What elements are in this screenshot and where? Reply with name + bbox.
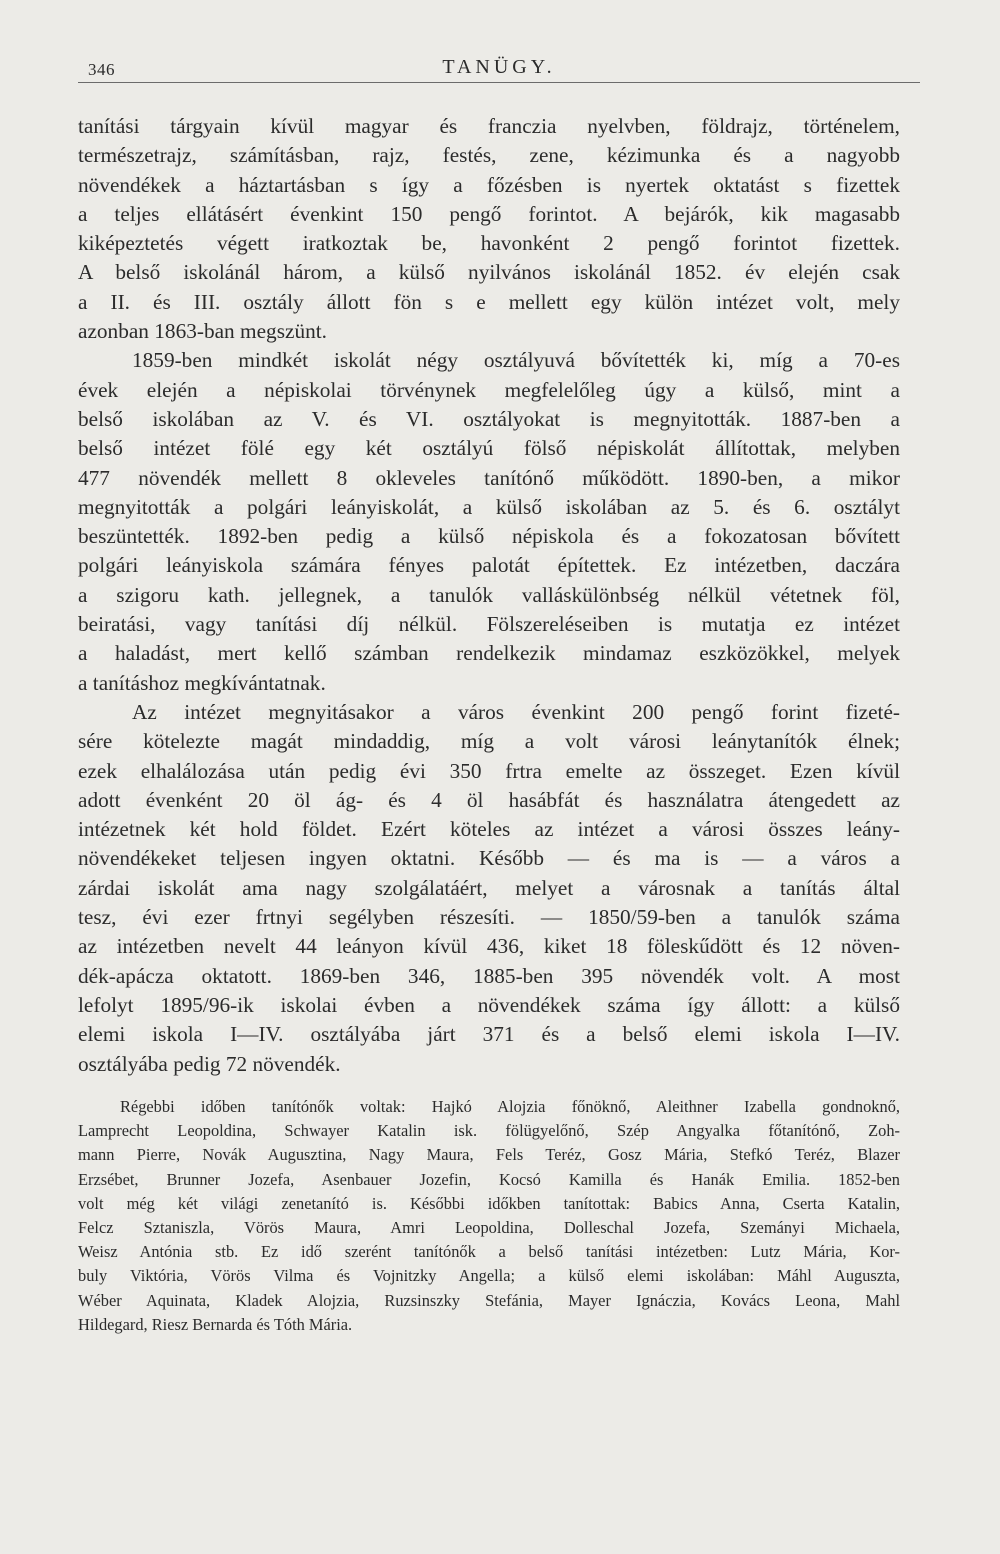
text-line: a szigoru kath. jellegnek, a tanulók valláskülönbség nélkül vétetnek föl,	[78, 582, 900, 607]
text-line: tanítási tárgyain kívül magyar és franczia nyelvben, földrajz, történelem,	[78, 114, 900, 138]
text-line: polgári leányiskola számára fényes palotát építettek. Ez intézetben, daczára	[78, 553, 900, 578]
text-line: 1859-ben mindkét iskolát négy osztályuvá bővítették ki, míg a 70-es	[132, 348, 900, 373]
note-line: buly Viktória, Vörös Vilma és Vojnitzky Angella; a külső elemi iskolában: Máhl Auguszta,	[78, 1266, 900, 1286]
page-header	[78, 56, 920, 83]
note-line: Régebbi időben tanítónők voltak: Hajkó Alojzia főnöknő, Aleithner Izabella gondnoknő,	[120, 1097, 900, 1116]
note-line: Felcz Sztaniszla, Vörös Maura, Amri Leopoldina, Dolleschal Jozefa, Szemányi Michaela,	[78, 1218, 900, 1238]
note-line: Hildegard, Riesz Bernarda és Tóth Mária.	[78, 1314, 353, 1334]
note-line: mann Pierre, Novák Augusztina, Nagy Maura, Fels Teréz, Gosz Mária, Stefkó Teréz, Blazer	[78, 1145, 900, 1165]
text-line: a tanításhoz megkívántatnak.	[78, 670, 326, 695]
text-line: évek elején a népiskolai törvénynek megfelelőleg úgy a külső, mint a	[78, 377, 900, 402]
text-line: 477 növendék mellett 8 okleveles tanítónő működött. 1890-ben, a mikor	[78, 465, 900, 490]
text-line: A belső iskolánál három, a külső nyilvános iskolánál 1852. év elején csak	[78, 260, 900, 285]
text-line: tesz, évi ezer frtnyi segélyben részesíti. — 1850/59-ben a tanulók száma	[78, 905, 900, 930]
text-line: sére kötelezte magát mindaddig, míg a volt városi leánytanítók élnek;	[78, 729, 900, 754]
text-line: kiképeztetés végett iratkoztak be, havonként 2 pengő forintot fizettek.	[78, 231, 900, 256]
text-line: ezek elhalálozása után pedig évi 350 frtra emelte az összeget. Ezen kívül	[78, 758, 900, 783]
text-line: zárdai iskolát ama nagy szolgálatáért, melyet a városnak a tanítás által	[78, 875, 900, 900]
text-line: a teljes ellátásért évenkint 150 pengő forintot. A bejárók, kik magasabb	[78, 201, 900, 226]
text-line: beiratási, vagy tanítási díj nélkül. Fölszereléseiben is mutatja ez intézet	[78, 612, 900, 637]
text-line: lefolyt 1895/96-ik iskolai évben a növendékek száma így állott: a külső	[78, 992, 900, 1017]
text-line: elemi iskola I—IV. osztályába járt 371 és a belső elemi iskola I—IV.	[78, 1022, 900, 1047]
footnote-block	[78, 1095, 900, 1337]
paragraph-3	[78, 698, 900, 1079]
text-line: dék-apácza oktatott. 1869-ben 346, 1885-ben 395 növendék volt. A most	[78, 963, 900, 988]
paragraph-1	[78, 112, 900, 346]
text-line: a haladást, mert kellő számban rendelkezik mindamaz eszközökkel, melyek	[78, 641, 900, 666]
main-text	[78, 112, 900, 1079]
text-line: osztályába pedig 72 növendék.	[78, 1051, 341, 1076]
running-head: TANÜGY.	[442, 56, 556, 78]
text-line: az intézetben nevelt 44 leányon kívül 436, kiket 18 föleskűdött és 12 növen-	[78, 934, 900, 959]
note-line: volt még két világi zenetanító is. Későbbi időkben tanítottak: Babics Anna, Cserta Katalin,	[78, 1193, 900, 1213]
page-number: 346	[88, 60, 115, 79]
text-line: azonban 1863-ban megszünt.	[78, 319, 327, 344]
text-line: megnyitották a polgári leányiskolát, a külső iskolában az 5. és 6. osztályt	[78, 494, 900, 519]
text-line: beszüntették. 1892-ben pedig a külső népiskola és a fokozatosan bővített	[78, 524, 900, 549]
note-line: Lamprecht Leopoldina, Schwayer Katalin isk. fölügyelőnő, Szép Angyalka főtanítónő, Zoh-	[78, 1121, 900, 1141]
note-line: Weisz Antónia stb. Ez idő szerént tanítónők a belső tanítási intézetben: Lutz Mária, Kor-	[78, 1242, 900, 1262]
text-line: a II. és III. osztály állott fön s e mellett egy külön intézet volt, mely	[78, 289, 900, 314]
text-line: Az intézet megnyitásakor a város évenkint 200 pengő forint fizeté-	[132, 699, 900, 724]
text-line: növendékeket teljesen ingyen oktatni. Később — és ma is — a város a	[78, 846, 900, 871]
note-line: Erzsébet, Brunner Jozefa, Asenbauer Jozefin, Kocsó Kamilla és Hanák Emilia. 1852-ben	[78, 1169, 900, 1189]
text-line: adott évenként 20 öl ág- és 4 öl hasábfát és használatra átengedett az	[78, 787, 900, 812]
note-line: Wéber Aquinata, Kladek Alojzia, Ruzsinszky Stefánia, Mayer Ignáczia, Kovács Leona, Mahl	[78, 1290, 900, 1310]
text-line: természetrajz, számításban, rajz, festés, zene, kézimunka és a nagyobb	[78, 143, 900, 168]
paragraph-2	[78, 346, 900, 698]
text-line: növendékek a háztartásban s így a főzésben is nyertek oktatást s fizettek	[78, 172, 900, 197]
text-line: belső intézet fölé egy két osztályú fölső népiskolát állítottak, melyben	[78, 436, 900, 461]
text-line: intézetnek két hold földet. Ezért köteles az intézet a városi összes leány-	[78, 817, 900, 842]
text-line: belső iskolában az V. és VI. osztályokat is megnyitották. 1887-ben a	[78, 406, 900, 431]
